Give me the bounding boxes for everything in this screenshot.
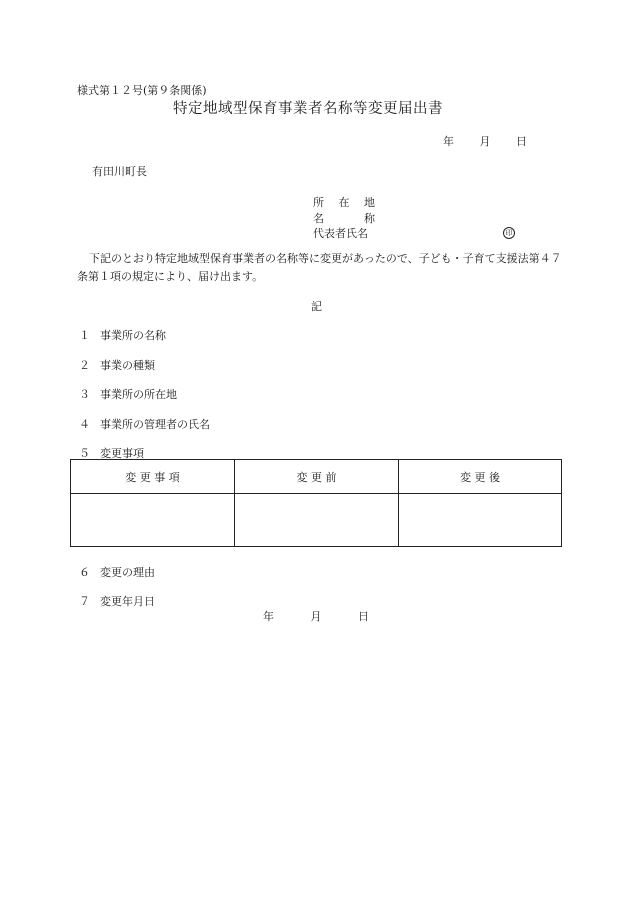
- seal-icon: 印: [503, 227, 515, 239]
- body-paragraph: 下記のとおり特定地域型保育事業者の名称等に変更があったので、子ども・子育て支援法第４７条第１項の規定により、届け出ます。: [77, 252, 562, 283]
- name-label: 名 称: [313, 212, 375, 225]
- form-number: 様式第１２号(第９条関係): [77, 84, 207, 97]
- header-before-change: 変 更 前: [235, 460, 399, 494]
- date-day-label: 日: [516, 135, 527, 148]
- cell-before-change[interactable]: [235, 494, 399, 547]
- item-2: ２ 事業の種類: [79, 359, 155, 372]
- header-change-item: 変 更 事 項: [71, 460, 235, 494]
- change-date-year-label: 年: [263, 610, 274, 623]
- change-date-day-label: 日: [358, 610, 369, 623]
- item-1: １ 事業所の名称: [79, 329, 166, 342]
- change-date-month-label: 月: [310, 610, 322, 623]
- ki-heading: 記: [311, 300, 322, 313]
- item-4: ４ 事業所の管理者の氏名: [79, 418, 210, 431]
- item-6: ６ 変更の理由: [79, 566, 155, 579]
- item-3: ３ 事業所の所在地: [79, 388, 177, 401]
- header-after-change: 変 更 後: [399, 460, 562, 494]
- cell-change-item[interactable]: [71, 494, 235, 547]
- item-7: ７ 変更年月日: [79, 595, 155, 608]
- addressee: 有田川町長: [92, 165, 147, 178]
- page-title: 特定地域型保育事業者名称等変更届出書: [173, 101, 443, 117]
- seal-mark: [503, 225, 515, 239]
- cell-after-change[interactable]: [399, 494, 562, 547]
- table-header-row: [71, 460, 562, 494]
- representative-label: 代表者氏名: [313, 227, 368, 240]
- date-month-label: 月: [479, 135, 491, 148]
- table-row: [71, 494, 562, 547]
- address-label: 所 在 地: [313, 196, 375, 209]
- change-table: [70, 459, 562, 547]
- item-5: ５ 変更事項: [79, 447, 144, 460]
- submission-date: [443, 133, 527, 149]
- date-year-label: 年: [443, 135, 454, 148]
- change-date: [263, 608, 369, 624]
